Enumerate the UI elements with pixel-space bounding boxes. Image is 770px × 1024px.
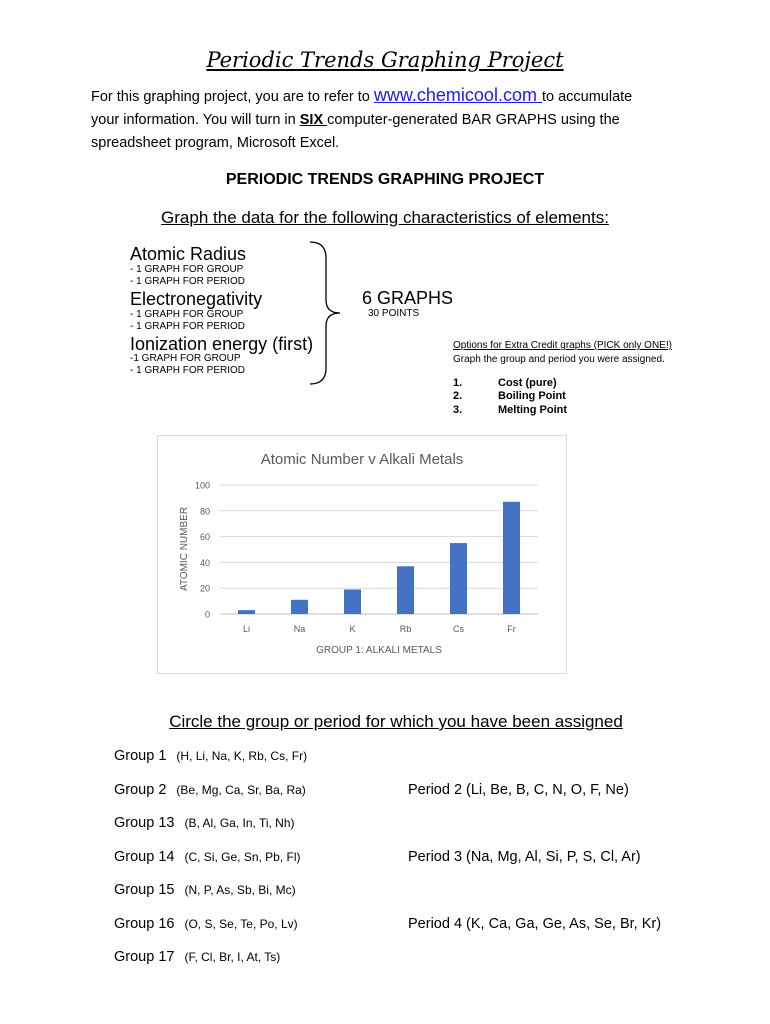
group-label: Group 13 xyxy=(114,815,175,831)
group-label: Group 1 xyxy=(114,748,167,764)
intro-bold-six: SIX xyxy=(299,112,328,128)
intro-text-2: to accumulate xyxy=(541,89,633,105)
group-elements: (B, Al, Ga, In, Ti, Nh) xyxy=(184,816,295,830)
extra-credit-option xyxy=(453,377,557,389)
option-number: 2. xyxy=(453,390,463,402)
characteristic-ionization-energy: Ionization energy (first) xyxy=(130,334,314,354)
char-sub-line: - 1 GRAPH FOR PERIOD xyxy=(130,365,246,376)
period-2: Period 2 (Li, Be, B, C, N, O, F, Ne) xyxy=(408,782,629,798)
chart-title: Atomic Number v Alkali Metals xyxy=(260,451,464,468)
group-item xyxy=(114,782,306,798)
group-item xyxy=(114,916,298,932)
x-tick-label: K xyxy=(349,624,356,634)
char-sub-line: - 1 GRAPH FOR PERIOD xyxy=(130,321,246,332)
y-tick-label: 60 xyxy=(199,532,210,543)
bar-k xyxy=(344,589,361,614)
page-title: Periodic Trends Graphing Project xyxy=(206,48,564,72)
extra-credit-option xyxy=(453,390,566,402)
characteristic-atomic-radius: Atomic Radius xyxy=(130,244,247,264)
group-elements: (H, Li, Na, K, Rb, Cs, Fr) xyxy=(176,749,308,763)
intro-paragraph xyxy=(91,84,691,155)
group-elements: (Be, Mg, Ca, Sr, Ba, Ra) xyxy=(176,783,306,797)
y-tick-label: 40 xyxy=(199,557,210,568)
intro-text-5: spreadsheet program, Microsoft Excel. xyxy=(91,135,340,151)
group-item xyxy=(114,815,295,831)
circle-heading: Circle the group or period for which you have been assigned xyxy=(169,712,623,731)
group-elements: (N, P, As, Sb, Bi, Mc) xyxy=(184,883,296,897)
group-label: Group 16 xyxy=(114,916,175,932)
group-elements: (O, S, Se, Te, Po, Lv) xyxy=(184,917,298,931)
char-sub-line: - 1 GRAPH FOR PERIOD xyxy=(130,276,246,287)
group-label: Group 15 xyxy=(114,882,175,898)
group-item xyxy=(114,849,301,865)
option-label: Cost (pure) xyxy=(498,377,557,389)
section-heading: PERIODIC TRENDS GRAPHING PROJECT xyxy=(225,171,545,188)
extra-credit-title-text: Options for Extra Credit graphs (PICK only ONE!) xyxy=(453,340,672,351)
option-label: Boiling Point xyxy=(498,390,566,402)
points-value: 30 POINTS xyxy=(368,308,420,319)
extra-credit-note: Graph the group and period you were assigned. xyxy=(453,354,665,365)
period-4: Period 4 (K, Ca, Ga, Ge, As, Se, Br, Kr) xyxy=(408,916,662,932)
group-elements: (C, Si, Ge, Sn, Pb, Fl) xyxy=(184,850,301,864)
x-axis-label: GROUP 1: ALKALI METALS xyxy=(316,645,442,656)
char-sub-line: -1 GRAPH FOR GROUP xyxy=(130,353,241,364)
bar-na xyxy=(291,600,308,614)
extra-credit-option xyxy=(453,404,567,416)
period-3: Period 3 (Na, Mg, Al, Si, P, S, Cl, Ar) xyxy=(408,849,641,865)
y-axis-label: ATOMIC NUMBER xyxy=(179,506,190,592)
x-tick-label: Li xyxy=(242,624,251,634)
graphs-count: 6 GRAPHS xyxy=(362,288,454,308)
x-tick-label: Cs xyxy=(453,624,464,634)
group-label: Group 14 xyxy=(114,849,175,865)
bar-rb xyxy=(397,566,414,614)
chemicool-link[interactable]: www.chemicool.com xyxy=(373,85,542,105)
group-item xyxy=(114,949,280,965)
section-subheading: Graph the data for the following characteristics of elements: xyxy=(161,208,609,227)
y-tick-label: 100 xyxy=(194,480,210,491)
y-tick-label: 0 xyxy=(204,609,210,620)
characteristic-electronegativity: Electronegativity xyxy=(130,289,263,309)
char-sub-line: - 1 GRAPH FOR GROUP xyxy=(130,264,244,275)
intro-text-4: computer-generated BAR GRAPHS using the xyxy=(327,112,620,128)
option-number: 1. xyxy=(453,377,463,389)
bar-fr xyxy=(503,502,520,614)
extra-credit-title xyxy=(453,340,672,351)
group-item xyxy=(114,748,307,764)
x-tick-label: Rb xyxy=(399,624,412,634)
x-tick-label: Na xyxy=(293,624,306,634)
y-tick-label: 20 xyxy=(199,583,210,594)
intro-text-1: For this graphing project, you are to refer to xyxy=(91,89,374,105)
bar-chart xyxy=(158,436,566,673)
bar-li xyxy=(238,610,255,614)
bar-cs xyxy=(450,543,467,614)
char-sub-line: - 1 GRAPH FOR GROUP xyxy=(130,309,244,320)
group-label: Group 17 xyxy=(114,949,175,965)
group-label: Group 2 xyxy=(114,782,167,798)
option-number: 3. xyxy=(453,404,463,416)
y-tick-label: 80 xyxy=(199,506,210,517)
x-tick-label: Fr xyxy=(507,624,516,634)
chart-container xyxy=(157,435,567,674)
intro-text-3: your information. You will turn in xyxy=(91,112,300,128)
option-label: Melting Point xyxy=(498,404,568,416)
group-elements: (F, Cl, Br, I, At, Ts) xyxy=(184,950,281,964)
brace-icon xyxy=(306,238,346,388)
group-item xyxy=(114,882,296,898)
